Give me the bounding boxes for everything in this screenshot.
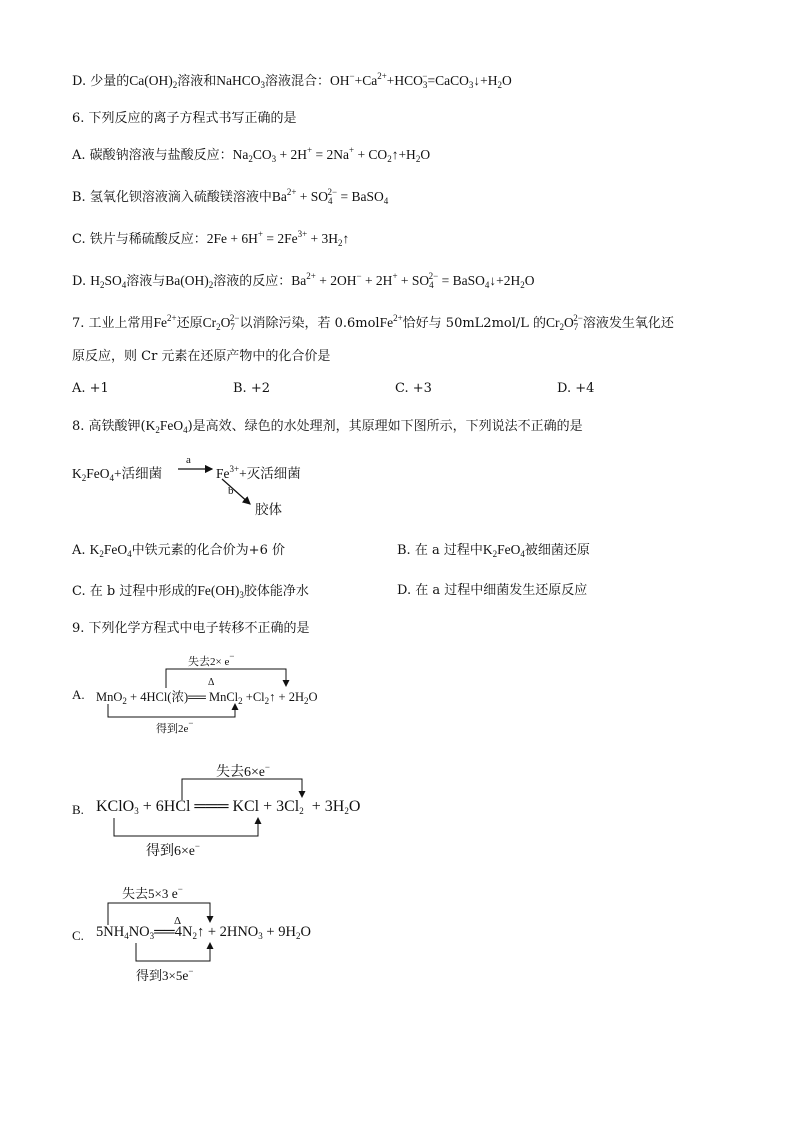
q9-b-top-bracket bbox=[182, 779, 302, 800]
q8-colloid: 胶体 bbox=[255, 502, 282, 517]
q7-option-d: D. +4 bbox=[557, 381, 595, 396]
q9-stem: 9. 下列化学方程式中电子转移不正确的是 bbox=[72, 621, 310, 636]
q6-option-c: C. 铁片与稀硫酸反应：$2Fe + 6H^+ = 2Fe^{3+}$ + $3H_2↑$ bbox=[72, 229, 350, 248]
q8-diagram-product: $Fe^{3+}+$灭活细菌 bbox=[216, 464, 301, 481]
q9-b-bottom-bracket bbox=[114, 818, 258, 836]
q9-b-equation: KClO$_3$ + 6HCl ═══ KCl + $3Cl_2 + 3H_2O$ bbox=[96, 798, 361, 816]
q8-stem: 8. 高铁酸钾$(K_2FeO_4)$是高效、绿色的水处理剂，其原理如下图所示，下列说法不正确的是 bbox=[72, 418, 583, 435]
q9-a-delta: Δ bbox=[208, 677, 215, 688]
q5-option-d: D. 少量的$Ca(OH)_2$溶液和NaHCO$_3$溶液混合：$OH^-+Ca^{2+}+HCO_3^-=CaCO_3↓+H_2O$ bbox=[72, 71, 512, 90]
q6-option-d: D. $H_2SO_4$溶液与$Ba(OH)_2$溶液的反应：$Ba^{2+} + 2OH^- + 2H^+ + SO_4^{2-}$ = $BaSO_4↓+2H_2O$ bbox=[72, 271, 535, 290]
q9-a-label: A. bbox=[72, 687, 85, 702]
q9-c-delta: Δ bbox=[174, 915, 182, 927]
q8-option-c: C. 在 b 过程中形成的$Fe(OH)_3$胶体能净水 bbox=[72, 583, 309, 600]
q8-arrow-b bbox=[222, 479, 250, 504]
q8-label-a: a bbox=[186, 454, 191, 466]
q9-a-lose: 失去2× e− bbox=[188, 651, 235, 668]
q6-option-b: B. 氢氧化钡溶液滴入硫酸镁溶液中$Ba^{2+} + SO_4^{2-}$ = BaSO$_4$ bbox=[72, 187, 389, 206]
q9-c-label: C. bbox=[72, 928, 84, 943]
q9-c-lose: 失去5×3 e− bbox=[122, 884, 183, 901]
q9-c-equation: $5NH_4NO_3══4N_2↑ + 2HNO_3 + 9H_2O$ bbox=[96, 924, 311, 941]
q9-a-bottom-bracket bbox=[108, 704, 235, 717]
q6-option-a: A. 碳酸钠溶液与盐酸反应：$Na_2CO_3 + 2H^+ = 2Na^+$ + $CO_2↑+H_2O$ bbox=[72, 145, 431, 164]
q9-b-lose: 失去6×e− bbox=[216, 762, 270, 780]
q9-c-gain: 得到3×5e− bbox=[136, 966, 194, 983]
q9-b-label: B. bbox=[72, 802, 84, 817]
q7-stem-line1: 7. 工业上常用$Fe^{2+}$还原$Cr_2O_7^{2-}$以消除污染，若 0.6molFe$^{2+}$恰好与 50mL2mol/L 的$Cr_2O_7^{2-}$溶液发生氧化还 bbox=[72, 313, 674, 332]
q9-a-equation: MnO$_2$ + 4HCl(浓)══ MnCl$_2$ $+Cl_2↑ + 2H_2O$ bbox=[96, 690, 318, 706]
q9-a-top-bracket bbox=[166, 669, 286, 688]
q7-option-c: C. +3 bbox=[395, 381, 432, 396]
q9-b-gain: 得到6×e− bbox=[146, 841, 200, 859]
q7-stem-line2: 原反应，则 Cr 元素在还原产物中的化合价是 bbox=[72, 349, 331, 364]
q8-label-b: b bbox=[228, 485, 234, 497]
q7-option-b: B. +2 bbox=[233, 381, 270, 396]
q8-diagram-reactant: $K_2FeO_4+$活细菌 bbox=[72, 466, 163, 483]
q6-stem: 6. 下列反应的离子方程式书写正确的是 bbox=[72, 111, 297, 126]
q9-a-gain: 得到2e− bbox=[156, 718, 194, 735]
q9-c-top-bracket bbox=[108, 903, 210, 925]
q8-option-d: D. 在 a 过程中细菌发生还原反应 bbox=[397, 583, 588, 598]
q9-c-bottom-bracket bbox=[136, 943, 210, 961]
q8-option-b: B. 在 a 过程中$K_2FeO_4$被细菌还原 bbox=[397, 542, 590, 559]
q8-option-a: A. $K_2FeO_4$中铁元素的化合价为+6 价 bbox=[72, 542, 285, 559]
q7-option-a: A. +1 bbox=[72, 381, 109, 396]
